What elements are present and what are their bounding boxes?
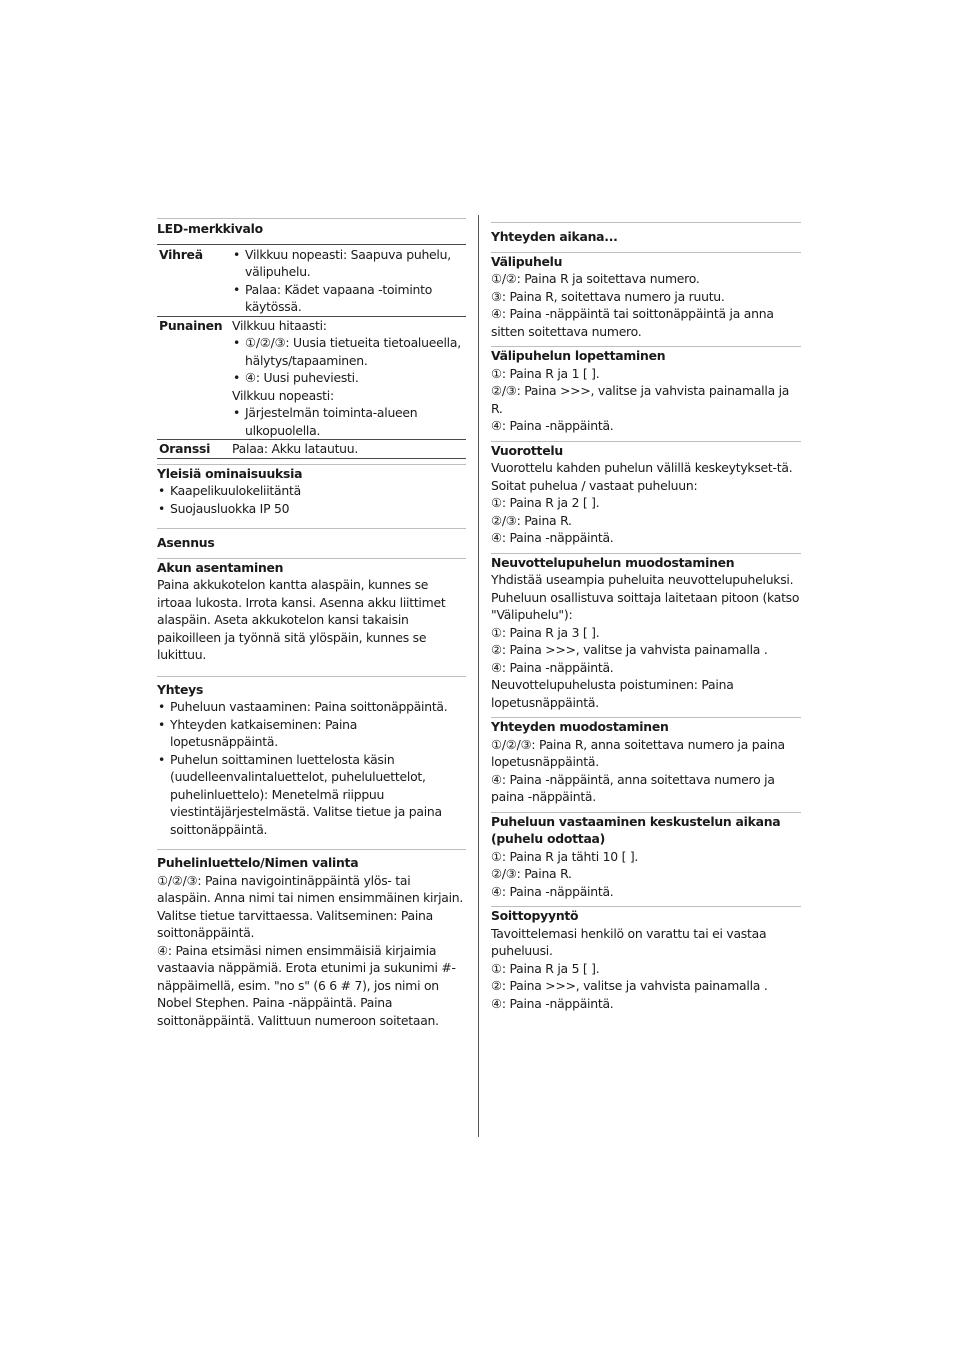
- section-heading: Soittopyyntö: [491, 908, 579, 923]
- list-item: • Puheluun vastaaminen: Paina soittonäppäintä.: [157, 698, 466, 716]
- led-name: Punainen: [159, 317, 223, 333]
- led-name: Oranssi: [159, 441, 211, 456]
- section-line: ①: Paina R ja 2 [ ].: [491, 495, 600, 510]
- section-line: Neuvottelupuhelusta poistuminen: Paina lopetusnäppäintä.: [491, 677, 734, 710]
- led-row-green: [157, 245, 466, 316]
- list-item: • Suojausluokka IP 50: [157, 500, 466, 518]
- section-line: ④: Paina -näppäintä.: [491, 530, 614, 545]
- section-heading: Neuvottelupuhelun muodostaminen: [491, 554, 735, 570]
- right-column: [491, 0, 801, 1012]
- led-text: Vilkkuu hitaasti:: [232, 317, 327, 333]
- section-line: ③: Paina R, soitettava numero ja ruutu.: [491, 288, 725, 304]
- led-description: [232, 317, 466, 440]
- section-line: Tavoittelemasi henkilö on varattu tai ei vastaa puheluusi.: [491, 925, 767, 958]
- led-description: [232, 246, 466, 316]
- yhteys-heading: Yhteys: [157, 681, 204, 697]
- section-line: ②: Paina >>>, valitse ja vahvista painamalla .: [491, 978, 768, 993]
- led-row-orange: [157, 440, 466, 458]
- section-valipuhelun-lopettaminen: [491, 347, 801, 435]
- section-neuvottelupuhelu: [491, 554, 801, 712]
- section-line: ②: Paina >>>, valitse ja vahvista painamalla .: [491, 642, 768, 657]
- section-line: ①: Paina R ja 5 [ ].: [491, 960, 600, 976]
- led-text: Vilkkuu nopeasti:: [232, 387, 334, 403]
- column-divider: [478, 215, 479, 1137]
- left-column: [157, 0, 466, 1029]
- section-heading: Välipuhelu: [491, 253, 563, 269]
- section-line: ②/③: Paina R.: [491, 512, 572, 528]
- led-heading: LED-merkkivalo: [157, 221, 263, 236]
- section-line: ④: Paina -näppäintä.: [491, 418, 614, 433]
- section-line: ①/②/③: Paina R, anna soitettava numero ja paina lopetusnäppäintä.: [491, 736, 785, 769]
- section-yhteyden-muodostaminen: [491, 718, 801, 806]
- section-line: Yhdistää useampia puheluita neuvottelupuheluksi. Puheluun osallistuva soittaja laitetaan pitoon (katso "Välipuhelu"):: [491, 572, 800, 622]
- section-line: ①: Paina R ja tähti 10 [ ].: [491, 848, 639, 864]
- asennus-heading: Asennus: [157, 535, 215, 550]
- list-item: • Kaapelikuulokeliitäntä: [157, 482, 466, 500]
- section-heading: Välipuhelun lopettaminen: [491, 348, 666, 363]
- section-valipuhelu: [491, 253, 801, 341]
- section-line: ④: Paina -näppäintä, anna soitettava numero ja paina -näppäintä.: [491, 771, 775, 804]
- section-soittopyynto: [491, 907, 801, 1012]
- list-item: • Järjestelmän toiminta-alueen ulkopuolella.: [232, 404, 466, 439]
- list-item: • Yhteyden katkaiseminen: Paina lopetusnäppäintä.: [157, 716, 466, 751]
- list-item: • Vilkkuu nopeasti: Saapuva puhelu, välipuhelu.: [232, 246, 466, 281]
- features-list: [157, 482, 466, 517]
- led-name: Vihreä: [159, 246, 203, 262]
- section-line: ④: Paina -näppäintä.: [491, 659, 614, 675]
- section-puhelu-odottaa: [491, 813, 801, 901]
- section-line: ④: Paina -näppäintä.: [491, 995, 614, 1011]
- section-line: ①/②: Paina R ja soitettava numero.: [491, 271, 700, 286]
- led-description: Palaa: Akku latautuu.: [232, 441, 359, 456]
- section-heading: Puheluun vastaaminen keskustelun aikana (puhelu odottaa): [491, 813, 781, 846]
- yhteys-list: [157, 698, 466, 838]
- section-vuorottelu: [491, 442, 801, 547]
- luettelo-heading: Puhelinluettelo/Nimen valinta: [157, 855, 359, 870]
- section-line: ①: Paina R ja 1 [ ].: [491, 365, 600, 381]
- aikana-heading: Yhteyden aikana...: [491, 229, 618, 244]
- luettelo-text-1: ①/②/③: Paina navigointinäppäintä ylös- tai alaspäin. Anna nimi tai nimen ensimmäinen kirjain. Valitse tietue tarvittaessa. Valitseminen: Paina soittonäppäintä.: [157, 872, 464, 940]
- section-heading: Yhteyden muodostaminen: [491, 719, 669, 734]
- section-line: ①: Paina R ja 3 [ ].: [491, 624, 600, 640]
- section-line: ④: Paina -näppäintä.: [491, 883, 614, 899]
- section-line: ②/③: Paina R.: [491, 866, 572, 881]
- section-line: Vuorottelu kahden puhelun välillä keskeytykset-tä. Soitat puhelua / vastaat puheluun:: [491, 460, 793, 493]
- akku-text: Paina akkukotelon kantta alaspäin, kunnes se irtoaa lukosta. Irrota kansi. Asenna akku liittimet alaspäin. Aseta akkukotelon kansi takaisin paikoilleen ja työnnä sitä ylöspäin, kunnes se lukittuu.: [157, 577, 446, 662]
- list-item: • Palaa: Kädet vapaana -toiminto käytössä.: [232, 281, 466, 316]
- list-item: • ④: Uusi puheviesti.: [232, 369, 466, 387]
- list-item: • Puhelun soittaminen luettelosta käsin (uudelleenvalintaluettelot, puheluluettelot, puhelinluettelo): Menetelmä riippuu viestintäjärjestelmästä. Valitse tietue ja paina soittonäppäintä.: [157, 751, 466, 839]
- features-heading: Yleisiä ominaisuuksia: [157, 465, 303, 481]
- section-line: ④: Paina -näppäintä tai soittonäppäintä ja anna sitten soitettava numero.: [491, 306, 774, 339]
- led-row-red: [157, 317, 466, 440]
- akku-heading: Akun asentaminen: [157, 559, 284, 575]
- list-item: • ①/②/③: Uusia tietueita tietoalueella, hälytys/tapaaminen.: [232, 334, 466, 369]
- section-heading: Vuorottelu: [491, 442, 563, 458]
- luettelo-text-2: ④: Paina etsimäsi nimen ensimmäisiä kirjaimia vastaavia näppämiä. Erota etunimi ja sukunimi #-näppäimellä, esim. "no s" (6 6 # 7), jos nimi on Nobel Stephen. Paina -näppäintä. Paina soittonäppäintä. Valittuun numeroon soitetaan.: [157, 942, 456, 1028]
- section-line: ②/③: Paina >>>, valitse ja vahvista painamalla ja R.: [491, 383, 790, 416]
